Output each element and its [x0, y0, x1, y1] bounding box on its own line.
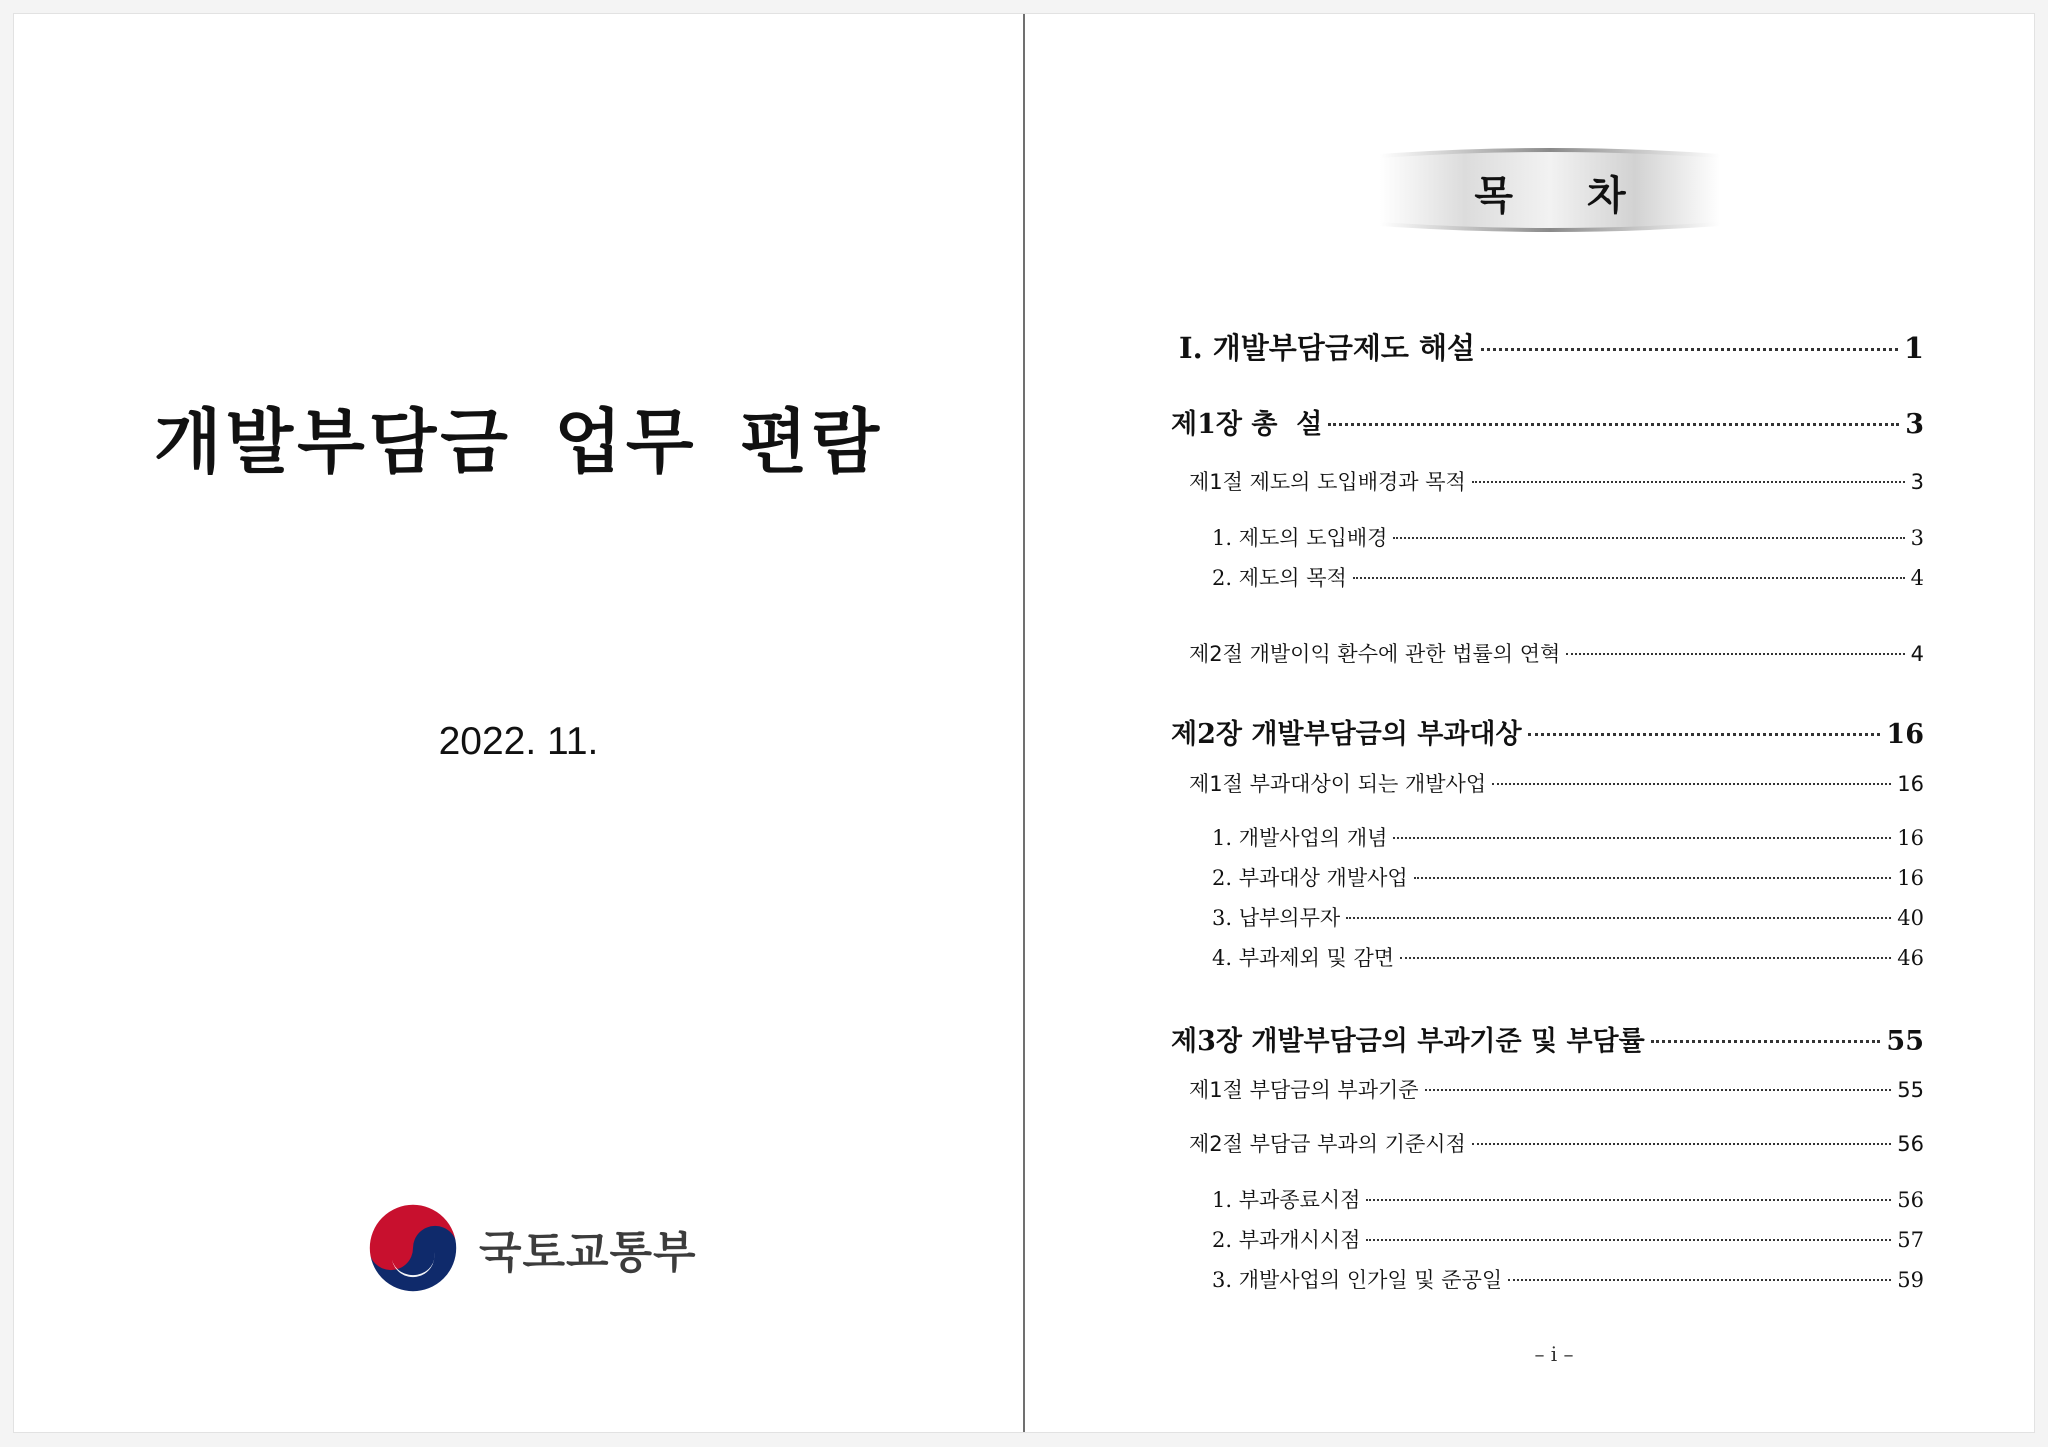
toc-entry-label: 제1장 총 설	[1171, 409, 1323, 440]
toc-leader-dots	[1472, 481, 1905, 483]
toc-entry	[1189, 1074, 1924, 1104]
toc-entry-label: 3. 납부의무자	[1212, 906, 1341, 930]
toc-entry-label: 3. 개발사업의 인가일 및 준공일	[1212, 1268, 1503, 1292]
toc-entry-label: 1. 개발사업의 개념	[1212, 826, 1388, 850]
toc-entry-page: 56	[1897, 1188, 1924, 1212]
toc-entry-label: 제1절 부담금의 부과기준	[1189, 1078, 1419, 1102]
toc-leader-dots	[1366, 1239, 1891, 1241]
toc-entry	[1171, 712, 1924, 751]
toc-entry	[1189, 1128, 1924, 1158]
toc-entry-page: 56	[1897, 1132, 1924, 1156]
toc-entry	[1171, 1019, 1924, 1058]
toc-entry-page: 1	[1903, 331, 1924, 365]
document-spread	[14, 14, 2034, 1432]
toc-entry-label: 1. 제도의 도입배경	[1212, 526, 1388, 550]
toc-entry	[1212, 1264, 1924, 1294]
toc-entry	[1171, 402, 1924, 441]
toc-entry	[1212, 562, 1924, 592]
toc-entry-label: 제1절 제도의 도입배경과 목적	[1189, 470, 1466, 494]
ministry-name: 국토교통부	[479, 1227, 697, 1278]
toc-leader-dots	[1481, 348, 1898, 351]
toc-entry	[1179, 326, 1924, 367]
toc-entry	[1212, 1184, 1924, 1214]
toc-entry-label: 제3장 개발부담금의 부과기준 및 부담률	[1171, 1026, 1645, 1057]
toc-entry	[1212, 862, 1924, 892]
toc-entry-page: 59	[1897, 1268, 1924, 1292]
page-divider	[1023, 14, 1025, 1432]
toc-entry-page: 57	[1897, 1228, 1924, 1252]
ministry-logo	[365, 1200, 697, 1296]
toc-entry-page: 46	[1897, 946, 1924, 970]
toc-entry-label: 제2장 개발부담금의 부과대상	[1171, 719, 1522, 750]
toc-leader-dots	[1492, 783, 1891, 785]
toc-entry-page: 16	[1897, 772, 1924, 796]
toc-leader-dots	[1425, 1089, 1892, 1091]
toc-leader-dots	[1393, 537, 1904, 539]
toc-entry	[1189, 638, 1924, 668]
toc-leader-dots	[1328, 423, 1899, 426]
toc-entry-page: 16	[1886, 719, 1924, 750]
toc-entry-page: 4	[1910, 642, 1924, 666]
taegeuk-emblem-icon	[365, 1200, 461, 1296]
toc-leader-dots	[1651, 1040, 1881, 1043]
toc-leader-dots	[1566, 653, 1904, 655]
toc-leader-dots	[1508, 1279, 1891, 1281]
cover-date: 2022. 11.	[438, 720, 599, 763]
toc-entry-page: 16	[1897, 826, 1924, 850]
toc-entry-label: 제1절 부과대상이 되는 개발사업	[1189, 772, 1487, 796]
toc-entry	[1189, 768, 1924, 798]
cover-title: 개발부담금 업무 편람	[153, 401, 884, 483]
toc-leader-dots	[1366, 1199, 1891, 1201]
toc-entry	[1189, 466, 1924, 496]
toc-entry-label: 1. 부과종료시점	[1212, 1188, 1361, 1212]
toc-leader-dots	[1346, 917, 1891, 919]
toc-entry-page: 3	[1910, 526, 1924, 550]
toc-leader-dots	[1400, 957, 1891, 959]
toc-entry	[1212, 1224, 1924, 1254]
toc-entry-page: 40	[1897, 906, 1924, 930]
toc-leader-dots	[1528, 733, 1881, 736]
toc-entry-label: 2. 부과대상 개발사업	[1212, 866, 1408, 890]
toc-entry	[1212, 902, 1924, 932]
toc-entry-label: Ⅰ. 개발부담금제도 해설	[1179, 331, 1475, 365]
toc-entry-page: 3	[1905, 409, 1924, 440]
toc-entry-page: 16	[1897, 866, 1924, 890]
toc-entry-label: 제2절 개발이익 환수에 관한 법률의 연혁	[1189, 642, 1561, 666]
toc-entry-label: 2. 부과개시시점	[1212, 1228, 1361, 1252]
toc-entry-page: 55	[1886, 1026, 1924, 1057]
toc-leader-dots	[1353, 577, 1905, 579]
toc-entry-label: 4. 부과제외 및 감면	[1212, 946, 1395, 970]
toc-entry-page: 3	[1910, 470, 1924, 494]
toc-leader-dots	[1472, 1143, 1891, 1145]
toc-heading: 목 차	[1474, 173, 1626, 219]
page-number-footer: – i –	[1534, 1342, 1574, 1366]
toc-entry-page: 55	[1897, 1078, 1924, 1102]
toc-entry-page: 4	[1910, 566, 1924, 590]
toc-entry	[1212, 942, 1924, 972]
toc-leader-dots	[1414, 877, 1892, 879]
toc-entry-label: 2. 제도의 목적	[1212, 566, 1347, 590]
toc-entry	[1212, 522, 1924, 552]
toc-leader-dots	[1393, 837, 1891, 839]
toc-entry-label: 제2절 부담금 부과의 기준시점	[1189, 1132, 1466, 1156]
toc-entry	[1212, 822, 1924, 852]
